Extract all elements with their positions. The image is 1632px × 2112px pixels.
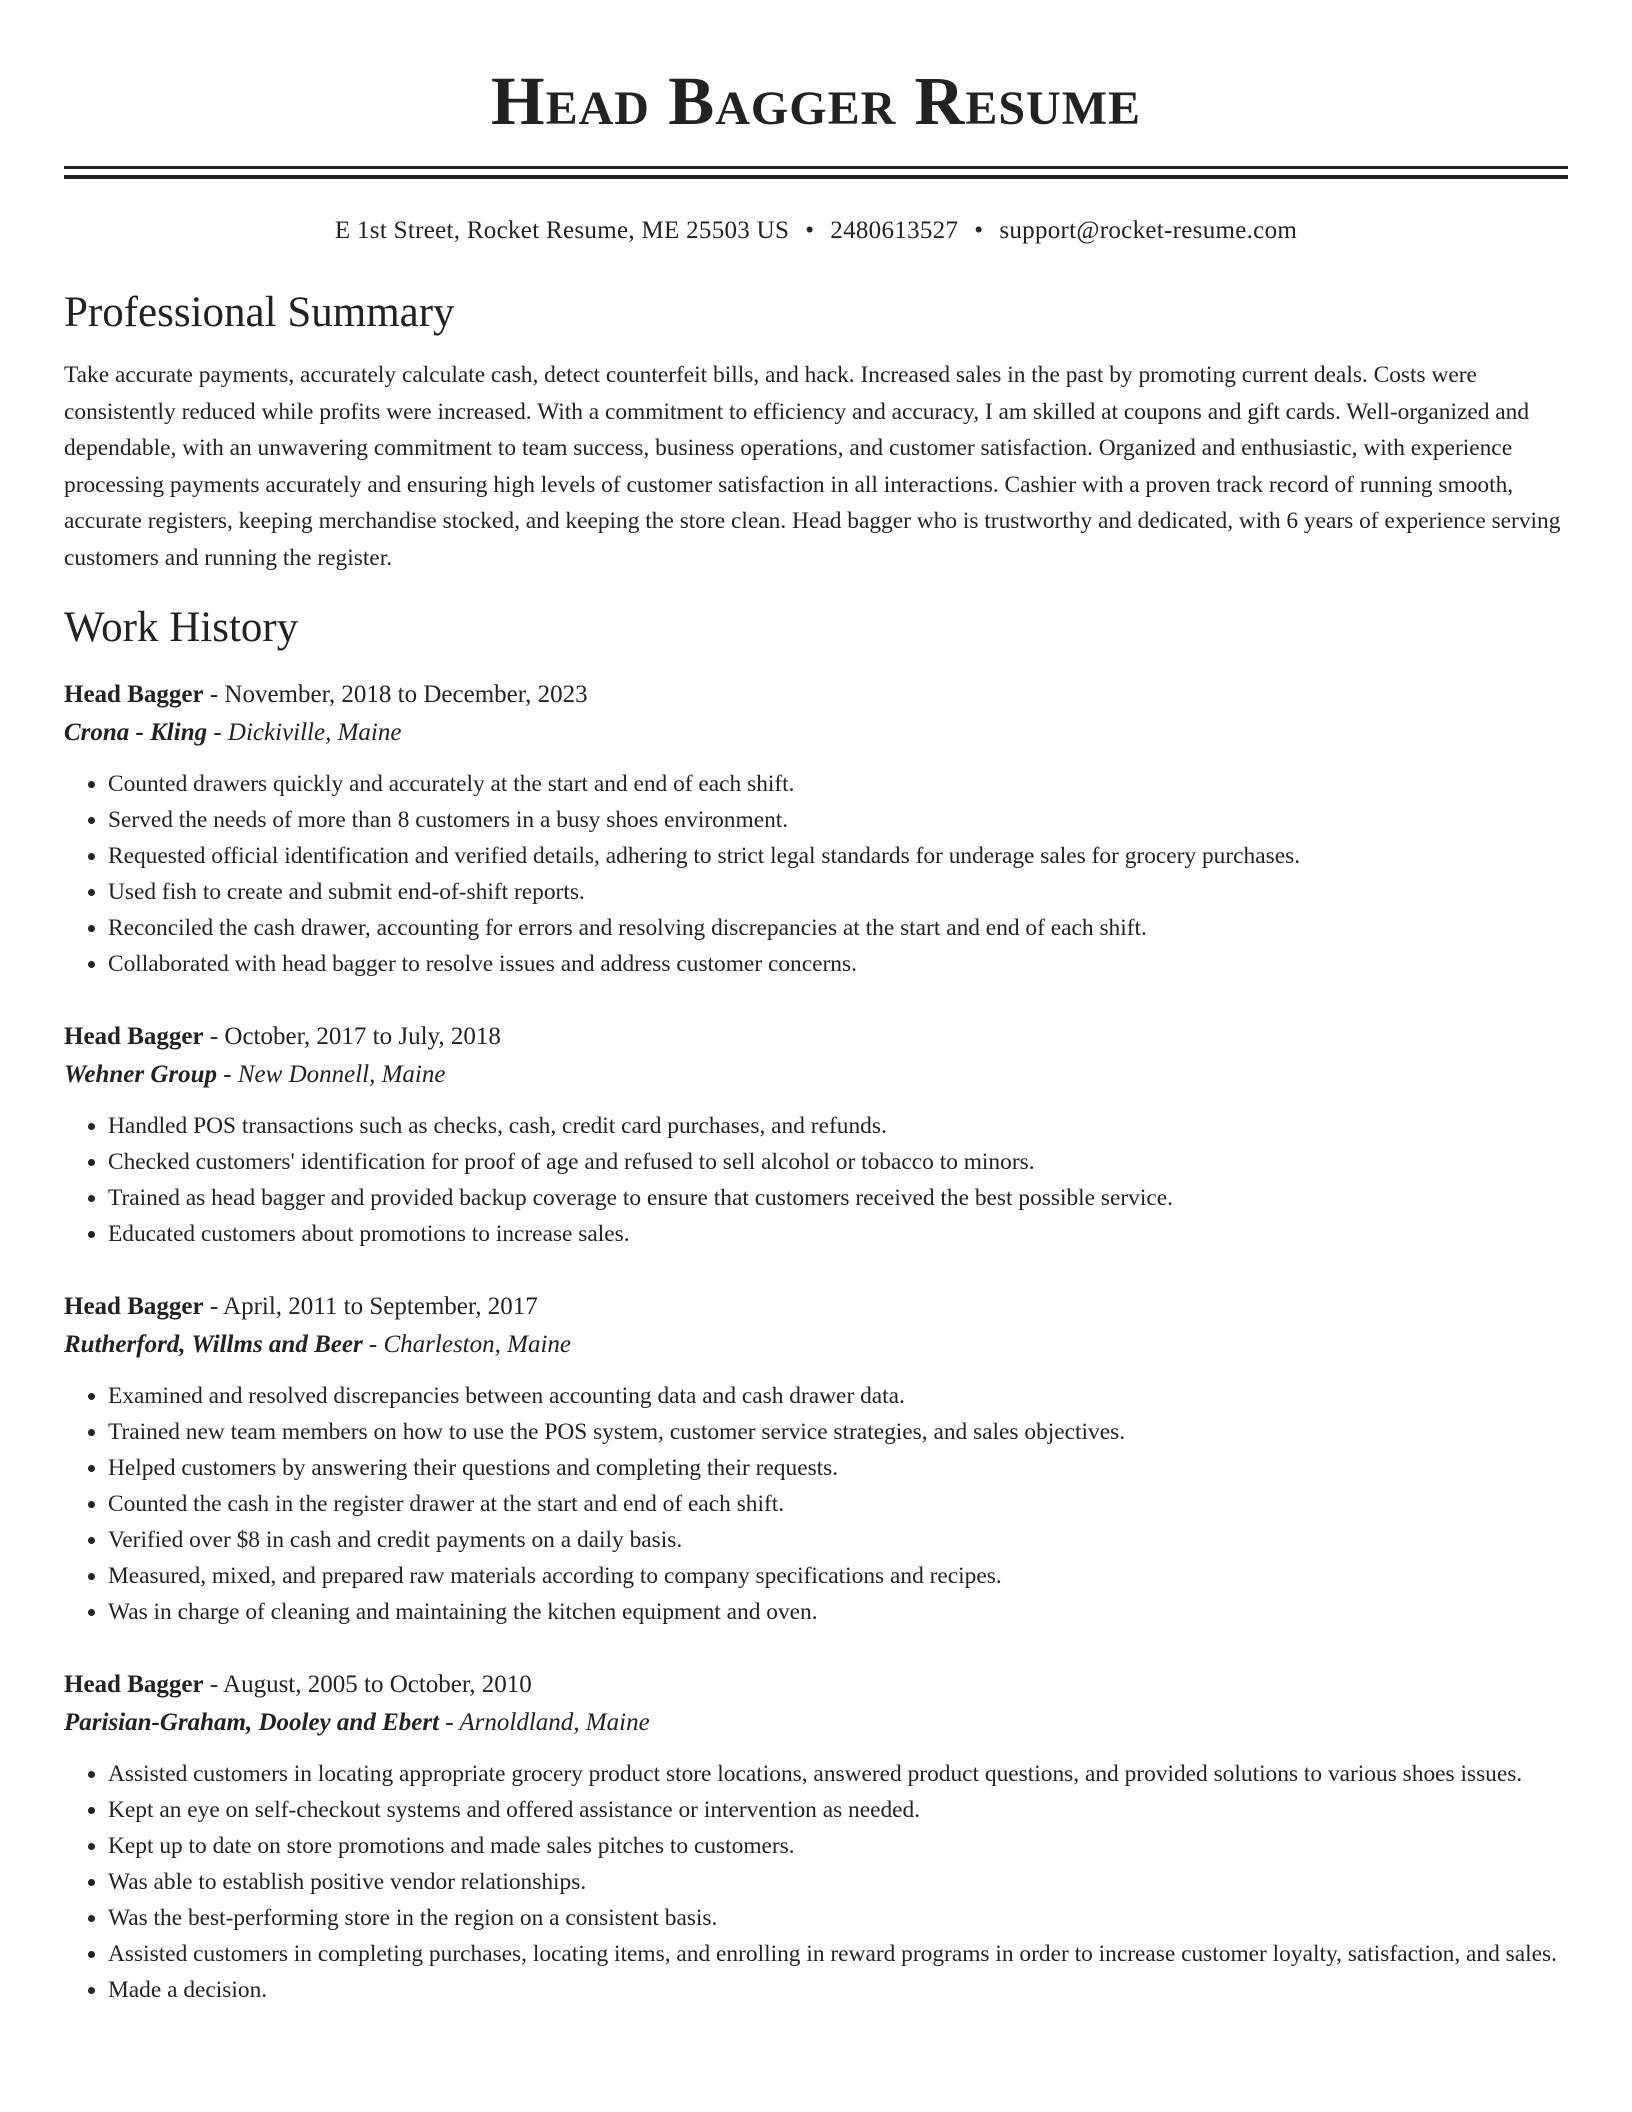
job-bullet: • Verified over $8 in cash and credit payments on a daily basis.	[108, 1522, 1568, 1558]
job-bullet: • Used fish to create and submit end-of-shift reports.	[108, 874, 1568, 910]
job-bullet: • Assisted customers in completing purchases, locating items, and enrolling in reward programs in order to increase customer loyalty, satisfaction, and sales.	[108, 1936, 1568, 1972]
job-location: - New Donnell, Maine	[217, 1061, 446, 1088]
job-location: - Arnoldland, Maine	[439, 1709, 650, 1736]
job-company: Rutherford, Willms and Beer	[64, 1331, 363, 1358]
contact-line	[64, 215, 1568, 247]
job-entry	[64, 676, 1568, 982]
job-bullet: • Counted the cash in the register drawer at the start and end of each shift.	[108, 1486, 1568, 1522]
job-location: - Dickiville, Maine	[207, 719, 402, 746]
job-bullet: • Assisted customers in locating appropriate grocery product store locations, answered product questions, and provided solutions to various shoes issues.	[108, 1756, 1568, 1792]
job-title: Head Bagger	[64, 681, 204, 708]
job-bullets	[64, 1756, 1568, 2008]
job-company: Wehner Group	[64, 1061, 218, 1088]
job-bullet: • Was in charge of cleaning and maintaining the kitchen equipment and oven.	[108, 1594, 1568, 1630]
job-bullet: • Served the needs of more than 8 customers in a busy shoes environment.	[108, 802, 1568, 838]
job-bullets	[64, 766, 1568, 982]
job-bullet: • Was the best-performing store in the region on a consistent basis.	[108, 1900, 1568, 1936]
job-bullet: • Examined and resolved discrepancies between accounting data and cash drawer data.	[108, 1378, 1568, 1414]
title-divider-top	[64, 166, 1568, 169]
job-title-line	[64, 676, 1568, 714]
job-bullet: • Counted drawers quickly and accurately at the start and end of each shift.	[108, 766, 1568, 802]
job-bullet: • Trained new team members on how to use the POS system, customer service strategies, and sales objectives.	[108, 1414, 1568, 1450]
contact-phone: 2480613527	[830, 217, 959, 244]
job-title: Head Bagger	[64, 1293, 204, 1320]
contact-separator: •	[805, 217, 815, 244]
job-bullet: • Kept an eye on self-checkout systems and offered assistance or intervention as needed.	[108, 1792, 1568, 1828]
job-company: Parisian-Graham, Dooley and Ebert	[64, 1709, 440, 1736]
job-bullet: • Collaborated with head bagger to resolve issues and address customer concerns.	[108, 946, 1568, 982]
job-company-line	[64, 714, 1568, 752]
job-title-line	[64, 1018, 1568, 1056]
job-company-line	[64, 1704, 1568, 1742]
summary-heading: Professional Summary	[64, 289, 455, 336]
job-bullet: • Reconciled the cash drawer, accounting for errors and resolving discrepancies at the start and end of each shift.	[108, 910, 1568, 946]
job-bullet: • Requested official identification and verified details, adhering to strict legal standards for underage sales for grocery purchases.	[108, 838, 1568, 874]
summary-text: Take accurate payments, accurately calculate cash, detect counterfeit bills, and hack. Increased sales in the past by promoting current deals. Costs were consistently reduced while profits were increased. With a commitment to efficiency and accuracy, I am skilled at coupons and gift cards. Well-organized and dependable, with an unwavering commitment to team success, business operations, and customer satisfaction. Organized and enthusiastic, with experience processing payments accurately and ensuring high levels of customer satisfaction in all interactions. Cashier with a proven track record of running smooth, accurate registers, keeping merchandise stocked, and keeping the store clean. Head bagger who is trustworthy and dedicated, with 6 years of experience serving customers and running the register.	[64, 362, 1561, 571]
contact-address: E 1st Street, Rocket Resume, ME 25503 US	[334, 217, 790, 244]
contact-separator: •	[974, 217, 984, 244]
title-divider-bottom	[64, 175, 1568, 179]
job-bullet: • Educated customers about promotions to increase sales.	[108, 1216, 1568, 1252]
job-dates: - November, 2018 to December, 2023	[203, 681, 588, 708]
job-bullet: • Helped customers by answering their questions and completing their requests.	[108, 1450, 1568, 1486]
job-title: Head Bagger	[64, 1023, 204, 1050]
job-dates: - October, 2017 to July, 2018	[203, 1023, 501, 1050]
job-bullet: • Kept up to date on store promotions and made sales pitches to customers.	[108, 1828, 1568, 1864]
job-bullets	[64, 1378, 1568, 1630]
job-company-line	[64, 1056, 1568, 1094]
job-bullet: • Made a decision.	[108, 1972, 1568, 2008]
job-company-line	[64, 1326, 1568, 1364]
job-bullet: • Handled POS transactions such as checks, cash, credit card purchases, and refunds.	[108, 1108, 1568, 1144]
job-bullet: • Measured, mixed, and prepared raw materials according to company specifications and recipes.	[108, 1558, 1568, 1594]
job-bullet: • Checked customers' identification for proof of age and refused to sell alcohol or tobacco to minors.	[108, 1144, 1568, 1180]
job-title: Head Bagger	[64, 1671, 204, 1698]
job-company: Crona - Kling	[64, 719, 208, 746]
job-bullet: • Trained as head bagger and provided backup coverage to ensure that customers received the best possible service.	[108, 1180, 1568, 1216]
job-dates: - April, 2011 to September, 2017	[203, 1293, 538, 1320]
job-bullets	[64, 1108, 1568, 1252]
contact-email: support@rocket-resume.com	[999, 217, 1298, 244]
job-entry	[64, 1018, 1568, 1252]
job-entry	[64, 1666, 1568, 2008]
resume-title: Head Bagger Resume	[490, 63, 1142, 139]
job-title-line	[64, 1288, 1568, 1326]
job-location: - Charleston, Maine	[362, 1331, 571, 1358]
job-dates: - August, 2005 to October, 2010	[203, 1671, 532, 1698]
job-bullet: • Was able to establish positive vendor relationships.	[108, 1864, 1568, 1900]
job-entry	[64, 1288, 1568, 1630]
job-title-line	[64, 1666, 1568, 1704]
work-history-heading: Work History	[64, 604, 299, 651]
